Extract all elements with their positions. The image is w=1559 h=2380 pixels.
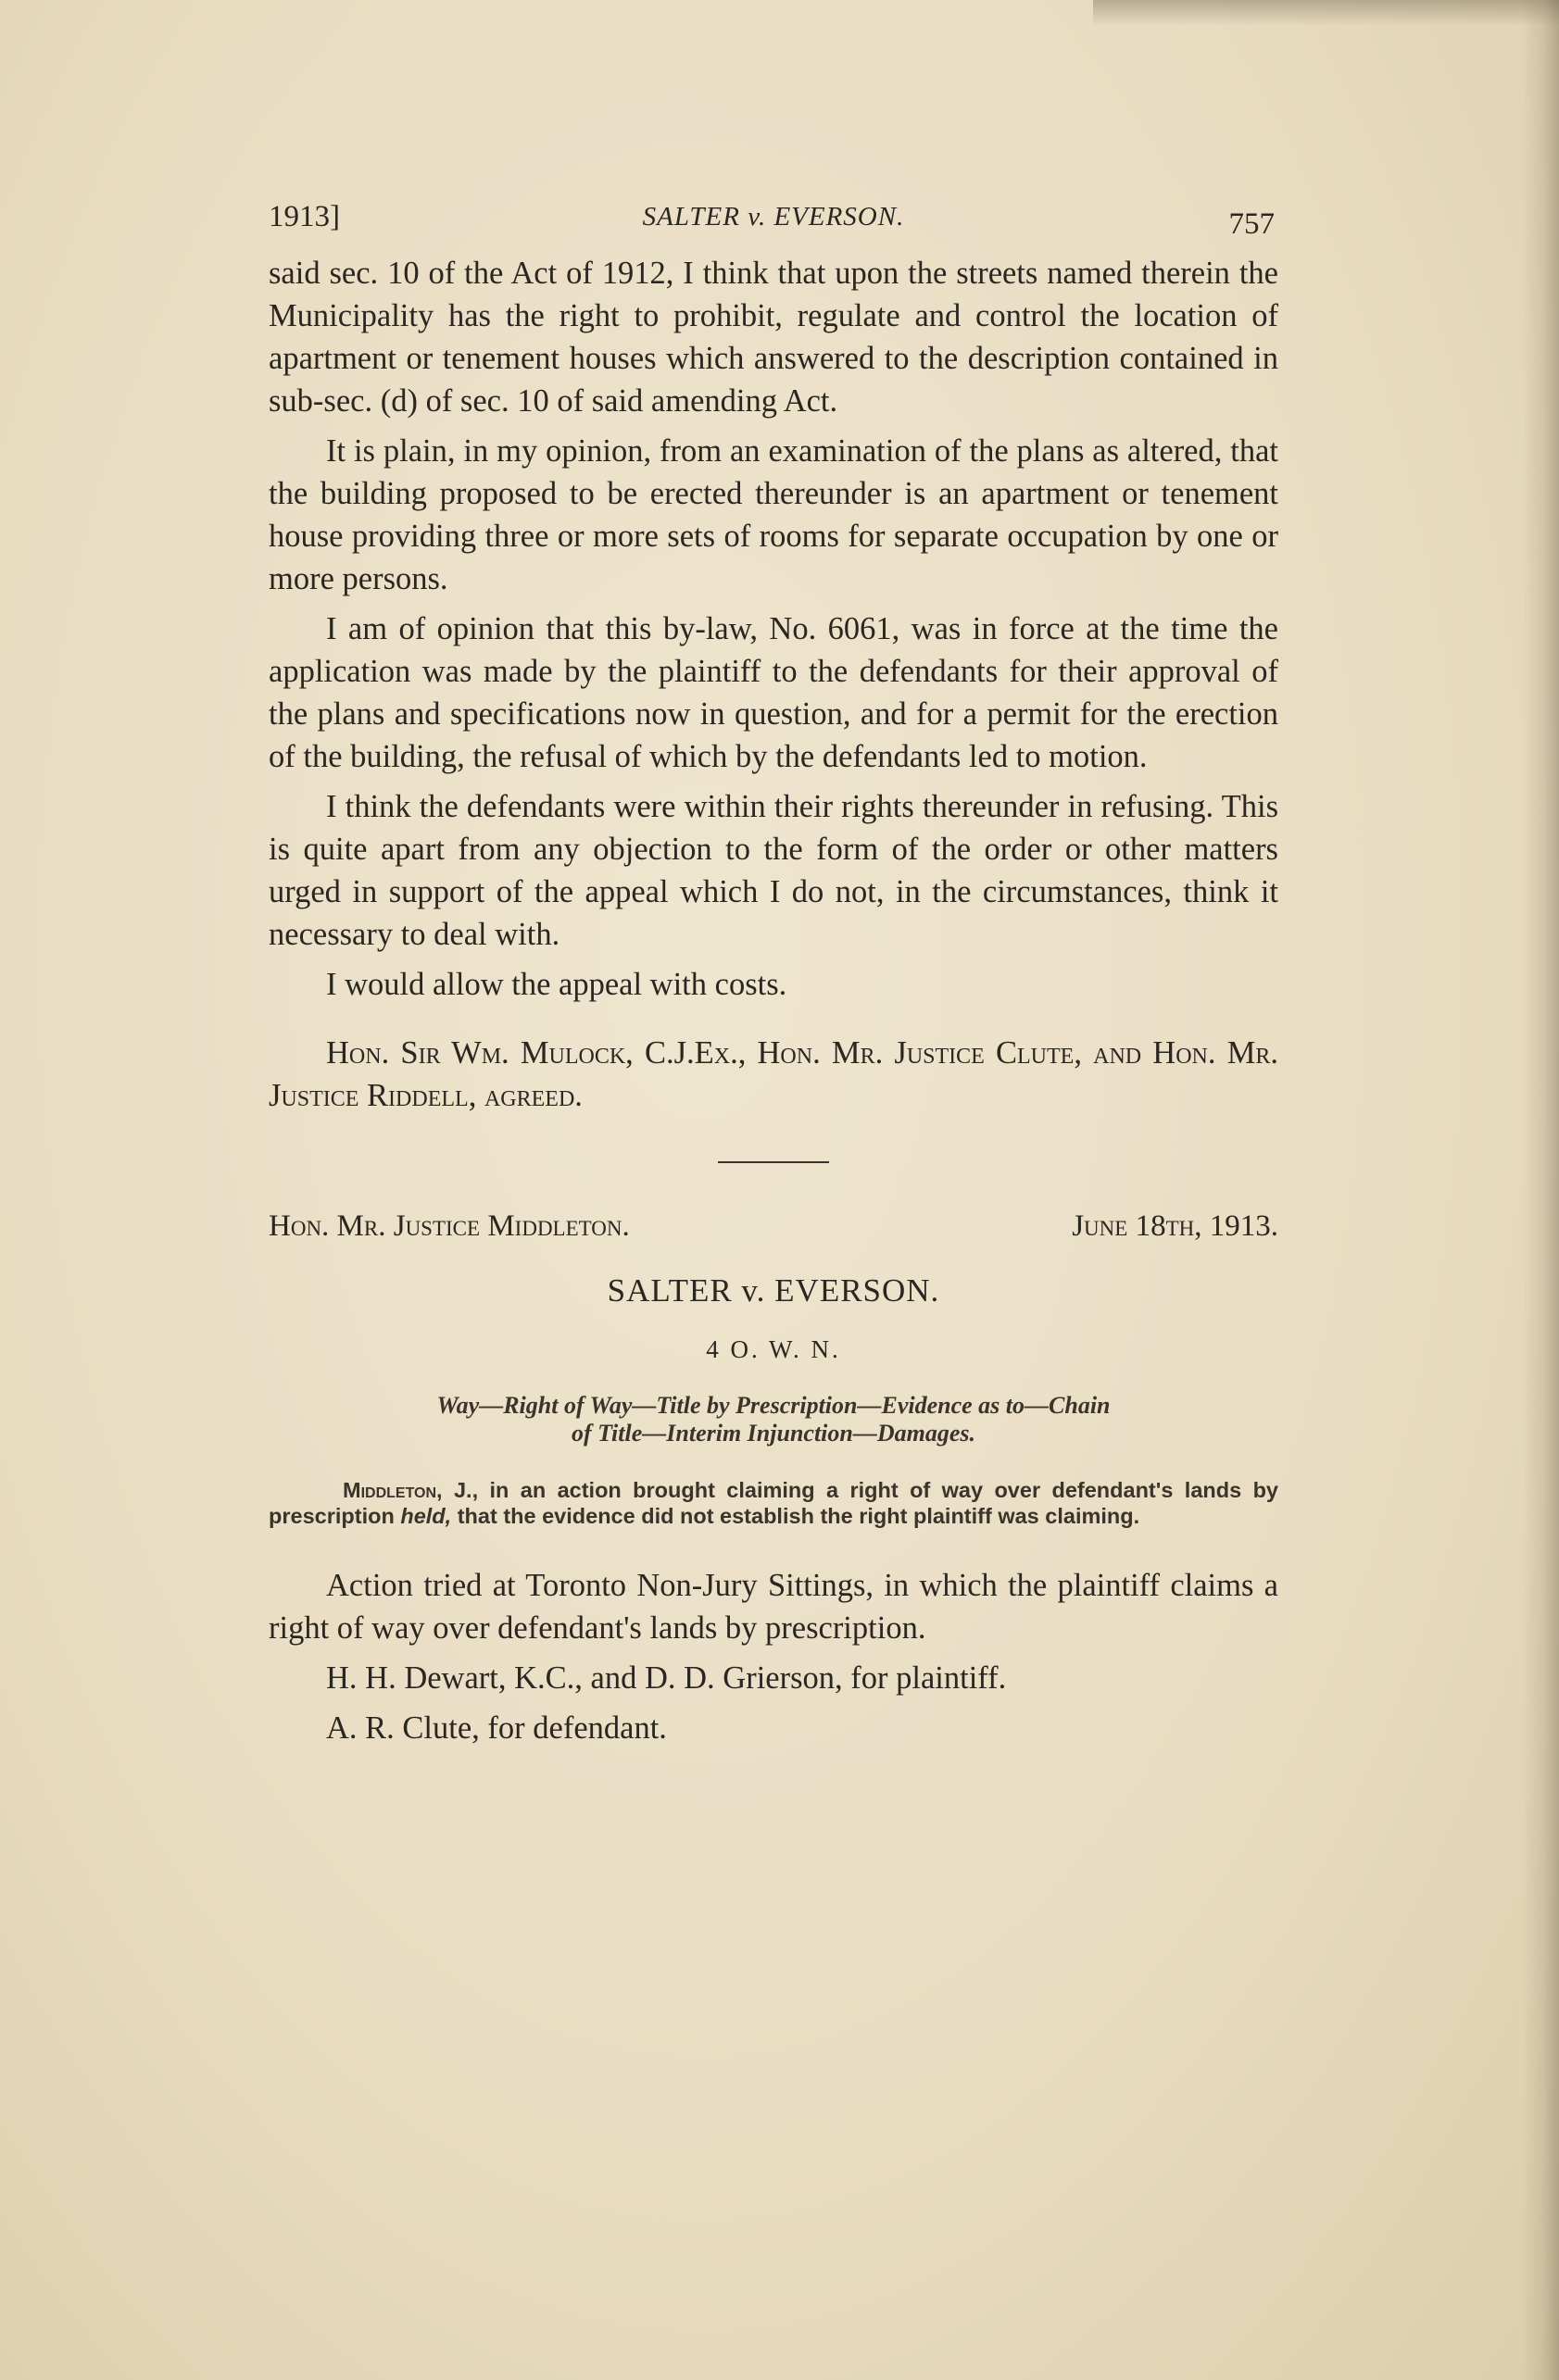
paragraph-2: It is plain, in my opinion, from an examination of the plans as altered, that the building proposed to be erected thereunder is an apartment or tenement house providing three or more sets of rooms for separate occupation by one or more persons. xyxy=(269,433,1278,596)
paragraph-1: said sec. 10 of the Act of 1912, I think that upon the streets named therein the Municipality has the right to prohibit, regulate and control the location of apartment or tenement houses which answered to the description contained in sub-sec. (d) of sec. 10 of said amending Act. xyxy=(269,256,1278,419)
case-judge: Hon. Mr. Justice Middleton. xyxy=(269,1209,630,1243)
headnote-judge: Middleton, J., xyxy=(343,1478,479,1502)
headnote-held: held, xyxy=(400,1504,452,1528)
citation: 4 O. W. N. xyxy=(706,1335,841,1363)
case-header xyxy=(269,1202,1278,1254)
paragraph-5: I would allow the appeal with costs. xyxy=(326,967,787,1002)
running-head-title: SALTER v. EVERSON. xyxy=(642,202,905,232)
paragraph-4: I think the defendants were within their rights thereunder in refusing. This is quite apart from any objection to the form of the order or other matters urged in support of the appeal which I do not, in the circumstances, think it necessary to deal with. xyxy=(269,789,1278,952)
page-number: 757 xyxy=(1228,207,1275,241)
case-title: SALTER v. EVERSON. xyxy=(607,1272,940,1309)
headnote-text-1: in an action brought claiming a right of way over defendant's lands by prescription xyxy=(269,1478,1278,1528)
headnote xyxy=(269,1477,1278,1529)
case-date: June 18th, 1913. xyxy=(1072,1209,1278,1243)
headnote-text-2: that the evidence did not establish the right plaintiff was claiming. xyxy=(451,1504,1140,1528)
headnote-topic-line-2: of Title—Interim Injunction—Damages. xyxy=(571,1420,976,1447)
headnote-topic-line-1: Way—Right of Way—Title by Prescription—Evidence as to—Chain xyxy=(436,1392,1111,1419)
case-body-paragraph-1: Action tried at Toronto Non-Jury Sittings, in which the plaintiff claims a right of way over defendant's lands by prescription. xyxy=(269,1568,1278,1646)
page-shadow-top xyxy=(1093,0,1559,26)
case-body xyxy=(269,1564,1278,1749)
concurrence: Hon. Sir Wm. Mulock, C.J.Ex., Hon. Mr. Justice Clute, and Hon. Mr. Justice Riddell, agreed. xyxy=(269,1035,1279,1113)
text-column xyxy=(269,196,1278,1749)
paragraph-3: I am of opinion that this by-law, No. 6061, was in force at the time the application was made by the plaintiff to the defendants for their approval of the plans and specifications now in question, and for a permit for the erection of the building, the refusal of which by the defendants led to motion. xyxy=(269,611,1278,774)
running-head xyxy=(269,196,1278,252)
page-shadow-right xyxy=(1522,0,1559,2380)
running-head-year: 1913] xyxy=(269,200,340,233)
section-divider xyxy=(718,1161,829,1163)
headnote-topic xyxy=(269,1392,1278,1447)
counsel-defendant: A. R. Clute, for defendant. xyxy=(326,1710,667,1746)
counsel-plaintiff: H. H. Dewart, K.C., and D. D. Grierson, for plaintiff. xyxy=(326,1660,1007,1696)
